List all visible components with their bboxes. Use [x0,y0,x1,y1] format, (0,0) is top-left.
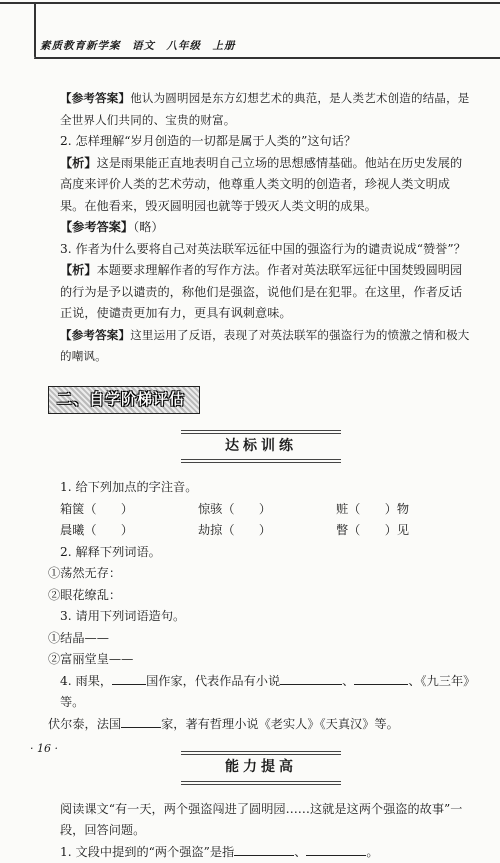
analysis-label: 【析】 [60,263,97,277]
analysis-text: 本题要求理解作者的写作方法。作者对英法联军远征中国焚毁圆明园的行为是予以谴责的，称他们是强盗，说他们是在犯罪。在这里，作者反话正说，使谴责更加有力，更具有讽刺意味。 [60,263,462,320]
analysis-3 [48,260,474,325]
fill-blank [280,672,342,685]
q1-item: 晨曦（ ） [60,520,198,542]
fill-blank [354,672,408,685]
answer-3 [48,325,474,368]
q4-line-2 [48,714,474,736]
q1-item: 赃（ ）物 [336,499,474,521]
question-2: 2. 怎样理解“岁月创造的一切都是属于人类的”这句话？ [48,131,474,153]
q2-stem: 2. 解释下列词语。 [48,542,474,564]
header-rule [0,2,500,4]
fill-blank [112,672,146,685]
answer-label: 【参考答案】 [60,328,130,342]
q1-item: 惊骇（ ） [198,499,336,521]
q1-row-1 [48,499,474,521]
q1-item: 箱箧（ ） [60,499,198,521]
q4-text: 伏尔泰，法国 [48,717,121,731]
sub-banner-advanced: 能力提高 [181,751,341,785]
answer-text: 这里运用了反语，表现了对英法联军的强盗行为的愤激之情和极大的嘲讽。 [60,328,470,364]
reading-q1 [48,842,474,863]
header-rule-left [34,2,36,58]
answer-label: 【参考答案】 [60,91,130,105]
reading-q1-text: 、 [294,845,306,859]
q4-text: 4. 雨果， [60,674,112,688]
answer-text: （略） [133,220,163,234]
q1-item: 瞥（ ）见 [336,520,474,542]
section-banner [48,386,200,414]
q3-stem: 3. 请用下列词语造句。 [48,606,474,628]
reading-q1-text: 。 [366,845,378,859]
analysis-label: 【析】 [60,156,97,170]
page-header [0,0,500,62]
fill-blank [121,715,161,728]
q1-item: 劫掠（ ） [198,520,336,542]
q3-b: ②富丽堂皇—— [48,649,474,671]
page-content [48,88,474,863]
header-title: 素质教育新学案 语文 八年级 上册 [40,38,236,53]
analysis-2 [48,153,474,218]
analysis-text: 这是雨果能正直地表明自己立场的思想感情基础。他站在历史发展的高度来评价人类的艺术劳动，他尊重人类文明的创造者，珍视人类文明成果。在他看来，毁灭圆明园也就等于毁灭人类文明的成果。 [60,156,462,213]
section-title: 二、自学阶梯评估 [57,389,185,411]
answer-label: 【参考答案】 [60,220,133,234]
q4 [48,671,474,714]
q4-text: 、 [342,674,354,688]
q4-text: 国作家，代表作品有小说 [146,674,280,688]
q2-b: ②眼花缭乱： [48,585,474,607]
sub-banner-standard: 达标训练 [181,430,341,464]
fill-blank [306,843,366,856]
q2-a: ①荡然无存： [48,563,474,585]
q4-text: 家，著有哲理小说《老实人》《天真汉》等。 [161,717,399,731]
q4-text: 、《九三年》等。 [60,674,469,710]
q1-row-2 [48,520,474,542]
answer-text: 他认为圆明园是东方幻想艺术的典范，是人类艺术创造的结晶，是全世界人们共同的、宝贵的财富。 [60,91,470,127]
q3-a: ①结晶—— [48,628,474,650]
header-rule-bottom [34,57,500,59]
reading-q1-text: 1. 文段中提到的“两个强盗”是指 [60,845,234,859]
answer-1 [48,88,474,131]
page-number: · 16 · [30,742,58,755]
q1-stem: 1. 给下列加点的字注音。 [48,477,474,499]
question-3: 3. 作者为什么要将自己对英法联军远征中国的强盗行为的谴责说成“赞誉”？ [48,239,474,261]
reading-instruction: 阅读课文“有一天，两个强盗闯进了圆明园……这就是这两个强盗的故事”一段，回答问题。 [48,799,474,842]
answer-2 [48,217,474,239]
fill-blank [234,843,294,856]
